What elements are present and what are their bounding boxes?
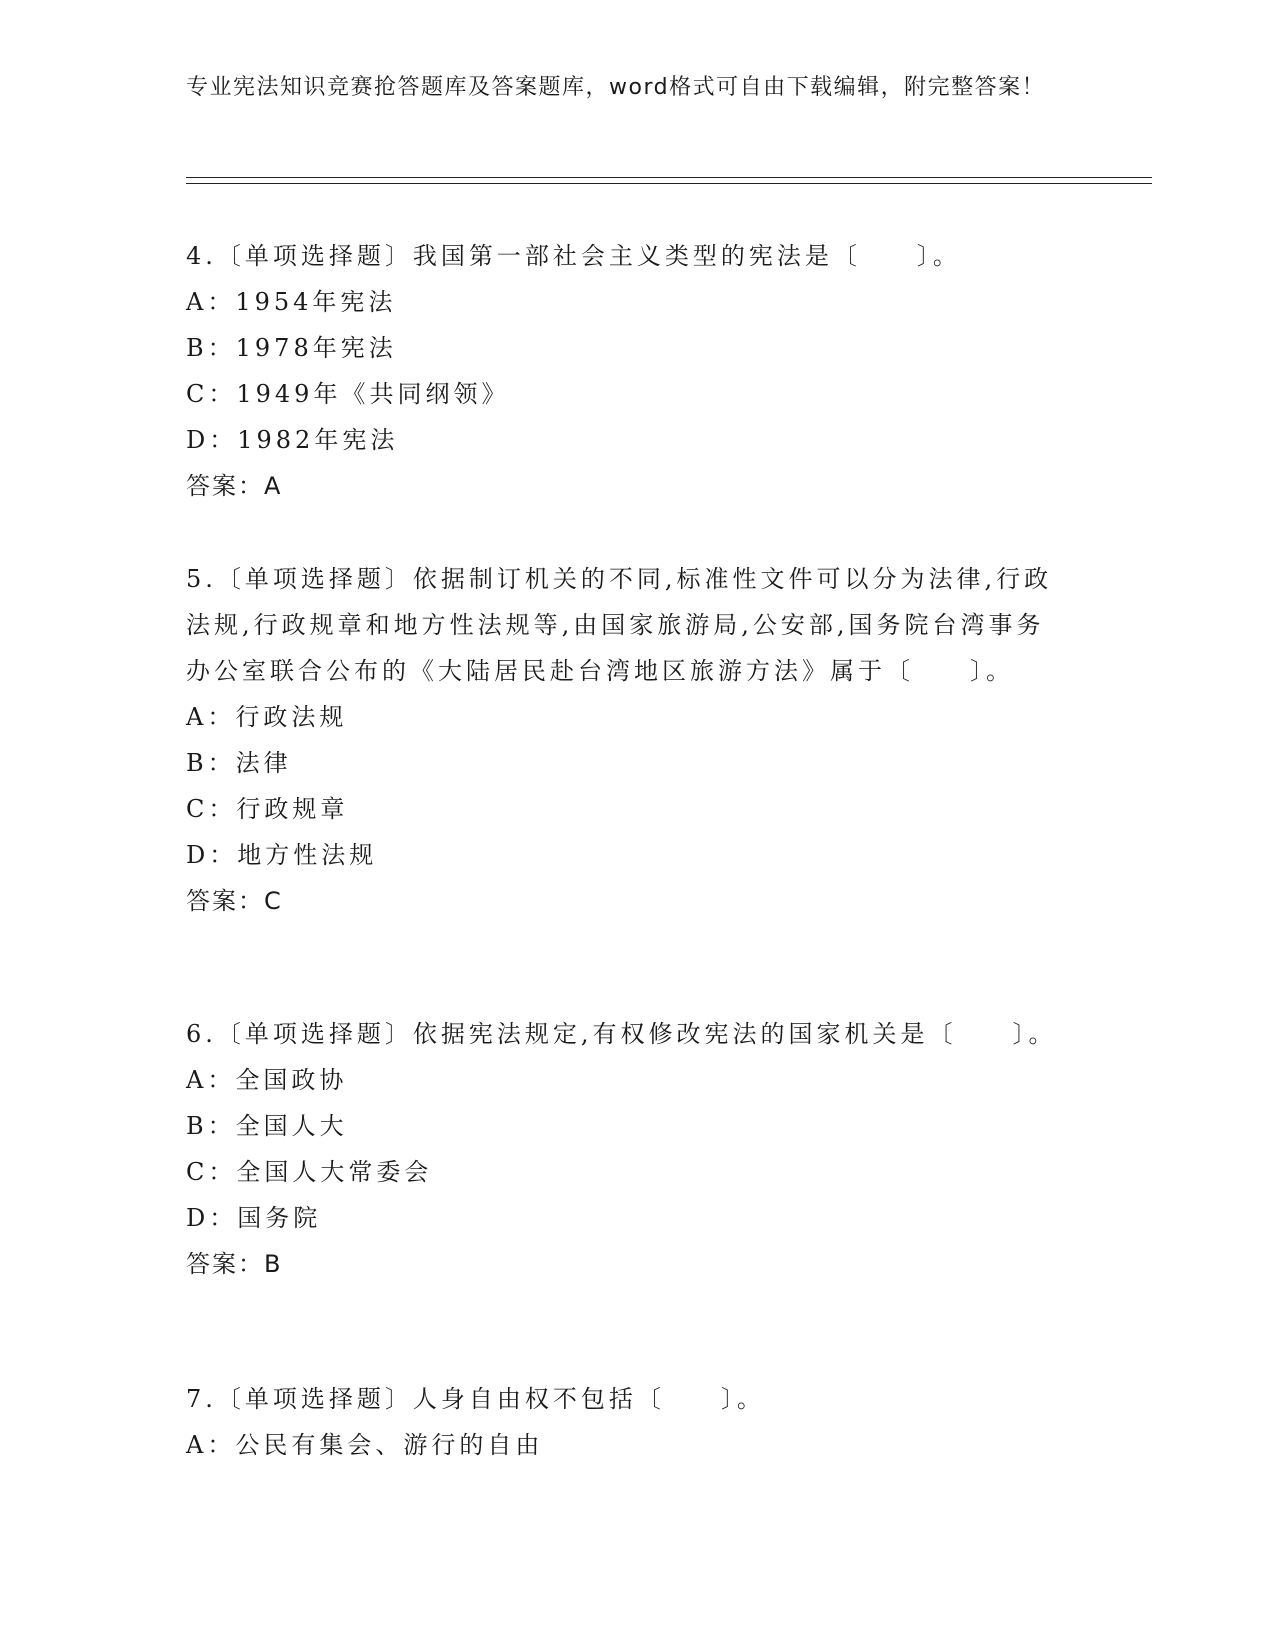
option-c: C：1949年《共同纲领》 — [186, 380, 510, 408]
option-d: D：1982年宪法 — [186, 426, 399, 454]
option-c: C：全国人大常委会 — [186, 1158, 433, 1186]
header-rule-top — [186, 177, 1152, 178]
question-7 — [186, 1376, 1066, 1468]
answer: 答案：A — [186, 472, 283, 500]
question-5 — [186, 556, 1066, 924]
option-b: B：全国人大 — [186, 1112, 348, 1140]
question-6 — [186, 1011, 1066, 1287]
option-d: D：国务院 — [186, 1204, 322, 1232]
answer: 答案：C — [186, 887, 283, 915]
question-stem: 6.〔单项选择题〕依据宪法规定,有权修改宪法的国家机关是〔 〕。 — [186, 1020, 1057, 1048]
question-stem: 5.〔单项选择题〕依据制订机关的不同,标准性文件可以分为法律,行政法规,行政规章和地方性法规等,由国家旅游局,公安部,国务院台湾事务办公室联合公布的《大陆居民赴台湾地区旅游方法》属于〔 〕。 — [186, 565, 1053, 685]
option-a: A：全国政协 — [186, 1066, 348, 1094]
question-stem: 7.〔单项选择题〕人身自由权不包括〔 〕。 — [186, 1385, 765, 1413]
option-b: B：1978年宪法 — [186, 334, 397, 362]
question-4 — [186, 233, 1066, 509]
document-header: 专业宪法知识竞赛抢答题库及答案题库，word格式可自由下载编辑，附完整答案！ — [186, 75, 1046, 100]
option-a: A：行政法规 — [186, 703, 348, 731]
option-d: D：地方性法规 — [186, 841, 378, 869]
option-a: A：公民有集会、游行的自由 — [186, 1431, 544, 1459]
answer: 答案：B — [186, 1250, 283, 1278]
question-stem: 4.〔单项选择题〕我国第一部社会主义类型的宪法是〔 〕。 — [186, 242, 961, 270]
option-a: A：1954年宪法 — [186, 288, 397, 316]
option-b: B：法律 — [186, 749, 292, 777]
option-c: C：行政规章 — [186, 795, 349, 823]
header-rule-bottom — [186, 183, 1152, 184]
